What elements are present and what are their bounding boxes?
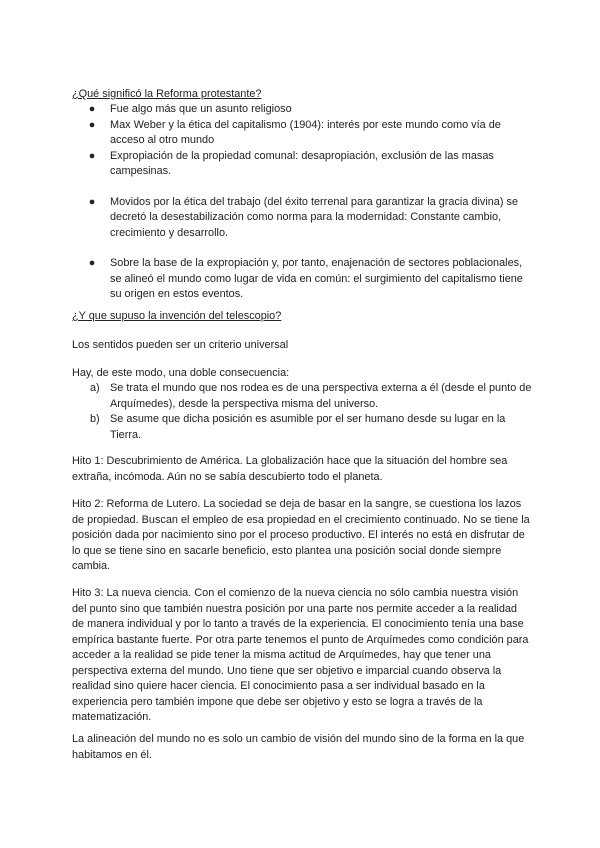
list-item xyxy=(72,149,532,180)
list-item xyxy=(72,118,532,149)
list-marker: b) xyxy=(90,413,100,425)
paragraph-hito-2: Hito 2: Reforma de Lutero. La sociedad se deja de basar en la sangre, se cuestiona los lazos de propiedad. Buscan el empleo de esa propiedad en el crecimiento continuado. No se tiene la posición dada por nacimiento sino por el proceso productivo. El interés no está en disfrutar de lo que se tiene sino en sacarle beneficio, esto plantea una posición social donde siempre cambia. xyxy=(72,498,530,572)
list-item-text: Max Weber y la ética del capitalismo (1904): interés por este mundo como vía de acceso al otro mundo xyxy=(110,118,501,146)
list-item xyxy=(72,381,532,412)
list-item-text: Se trata el mundo que nos rodea es de una perspectiva externa a él (desde el punto de Arquímedes), desde la perspectiva misma del universo. xyxy=(110,382,532,410)
bullet-icon: ● xyxy=(88,195,96,208)
paragraph-hito-1: Hito 1: Descubrimiento de América. La globalización hace que la situación del hombre sea extraña, incómoda. Aún no se sabía descubierto todo el planeta. xyxy=(72,455,508,483)
paragraph-consecuencia: Hay, de este modo, una doble consecuencia: xyxy=(72,367,290,379)
bullet-icon: ● xyxy=(88,118,96,131)
ordered-list-consecuencias xyxy=(72,381,532,443)
bullet-icon: ● xyxy=(88,257,96,269)
list-item xyxy=(72,195,532,242)
bullet-icon: ● xyxy=(88,149,96,162)
list-item-text: Movidos por la ética del trabajo (del éxito terrenal para garantizar la gracia divina) se decretó la desestabilización como norma para la modernidad: Constante cambio, crecimiento y desarrollo. xyxy=(110,195,519,239)
paragraph-closing: La alineación del mundo no es solo un cambio de visión del mundo sino de la forma en la que habitamos en él. xyxy=(72,733,525,761)
paragraph-sentidos: Los sentidos pueden ser un criterio universal xyxy=(72,339,289,351)
list-item-text: Se asume que dicha posición es asumible por el ser humano desde su lugar en la Tierra. xyxy=(110,413,506,441)
list-item xyxy=(72,412,532,443)
section-heading-reforma: ¿Qué significó la Reforma protestante? xyxy=(72,88,262,100)
bullet-icon: ● xyxy=(88,103,96,115)
list-item xyxy=(72,102,532,118)
list-marker: a) xyxy=(90,382,100,394)
list-item-text: Expropiación de la propiedad comunal: desapropiación, exclusión de las masas campesinas. xyxy=(110,149,494,177)
list-item xyxy=(72,256,532,303)
bullet-list-reforma xyxy=(72,102,532,303)
list-item-text: Sobre la base de la expropiación y, por tanto, enajenación de sectores poblacionales, se alineó el mundo como lugar de vida en común: el surgimiento del capitalismo tiene su origen en estos eventos. xyxy=(110,257,523,300)
paragraph-hito-3: Hito 3: La nueva ciencia. Con el comienzo de la nueva ciencia no sólo cambia nuestra visión del punto sino que también nuestra posición por una parte nos permite acceder a la realidad de manera individual y por lo tanto a través de la experiencia. El conocimiento tenía una base empírica bastante fuerte. Por otra parte tenemos el punto de Arquímedes como condición para acceder a la realidad se pide tener la misma actitud de Arquímedes, hay que tener una perspectiva externa del mundo. Uno tiene que ser objetivo e imparcial cuando observa la realidad sino quiere hacer ciencia. El conocimiento pasa a ser individual basado en la experiencia pero también impone que debe ser objetivo y esto se logra a través de la matematización. xyxy=(72,587,529,723)
section-heading-telescopio: ¿Y que supuso la invención del telescopio? xyxy=(72,310,282,322)
list-item-text: Fue algo más que un asunto religioso xyxy=(110,103,292,115)
